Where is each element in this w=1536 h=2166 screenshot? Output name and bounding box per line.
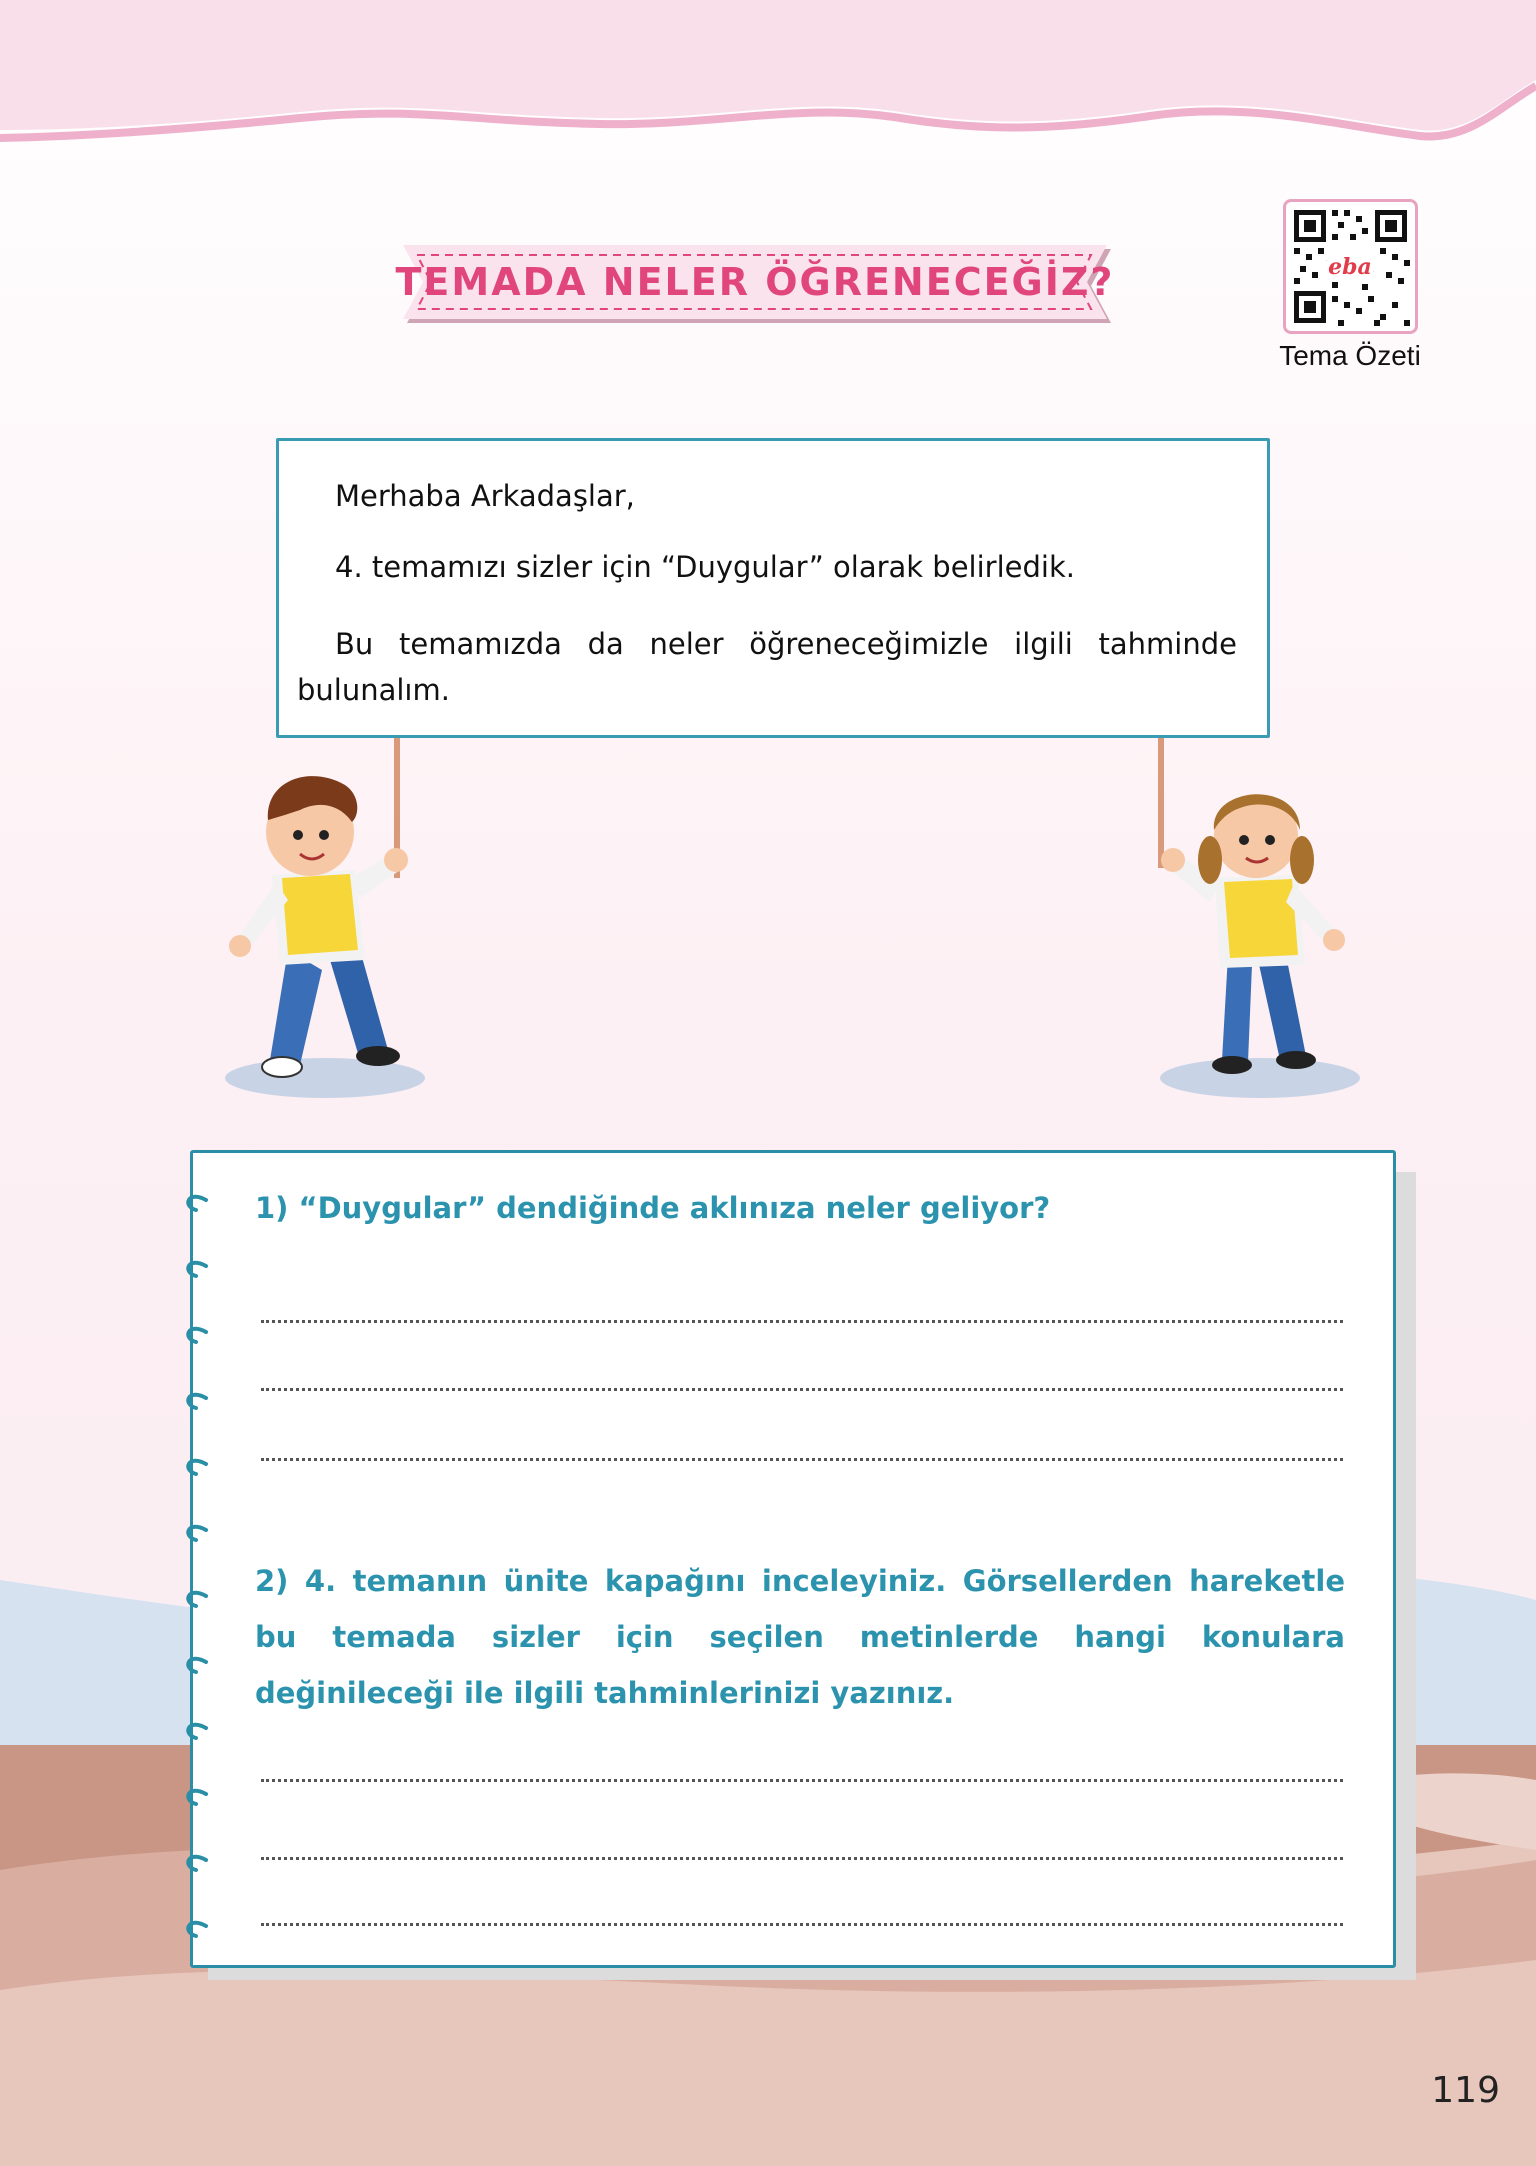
spiral-binding	[178, 1180, 218, 1960]
answer-line-5[interactable]	[261, 1857, 1343, 1860]
question-notebook	[190, 1150, 1396, 1968]
intro-greeting: Merhaba Arkadaşlar,	[335, 479, 635, 513]
intro-theme-line: 4. temamızı sizler için “Duygular” olarak belirledik.	[335, 550, 1075, 584]
eba-logo-text: eba	[1328, 254, 1372, 280]
question-1: 1) “Duygular” dendiğinde aklınıza neler geliyor?	[255, 1191, 1051, 1225]
answer-line-6[interactable]	[261, 1923, 1343, 1926]
page-number: 119	[1431, 2070, 1500, 2111]
intro-text-box	[276, 438, 1270, 738]
girl-illustration	[1140, 760, 1370, 1100]
answer-line-1[interactable]	[261, 1320, 1343, 1323]
question-2: 2) 4. temanın ünite kapağını inceleyiniz. Görsellerden hareketle bu temada sizler için seçilen metinlerde hangi konulara değinileceği ile ilgili tahminlerinizi yazınız.	[255, 1564, 1345, 1710]
answer-line-2[interactable]	[261, 1388, 1343, 1391]
qr-label: Tema Özeti	[1279, 340, 1421, 371]
answer-line-4[interactable]	[261, 1779, 1343, 1782]
boy-illustration	[210, 760, 440, 1100]
answer-line-3[interactable]	[261, 1458, 1343, 1461]
page-title: TEMADA NELER ÖĞRENECEĞİZ?	[395, 260, 1115, 304]
intro-guess-line: Bu temamızda da neler öğreneceğimizle ilgili tahminde bulunalım.	[297, 627, 1237, 707]
